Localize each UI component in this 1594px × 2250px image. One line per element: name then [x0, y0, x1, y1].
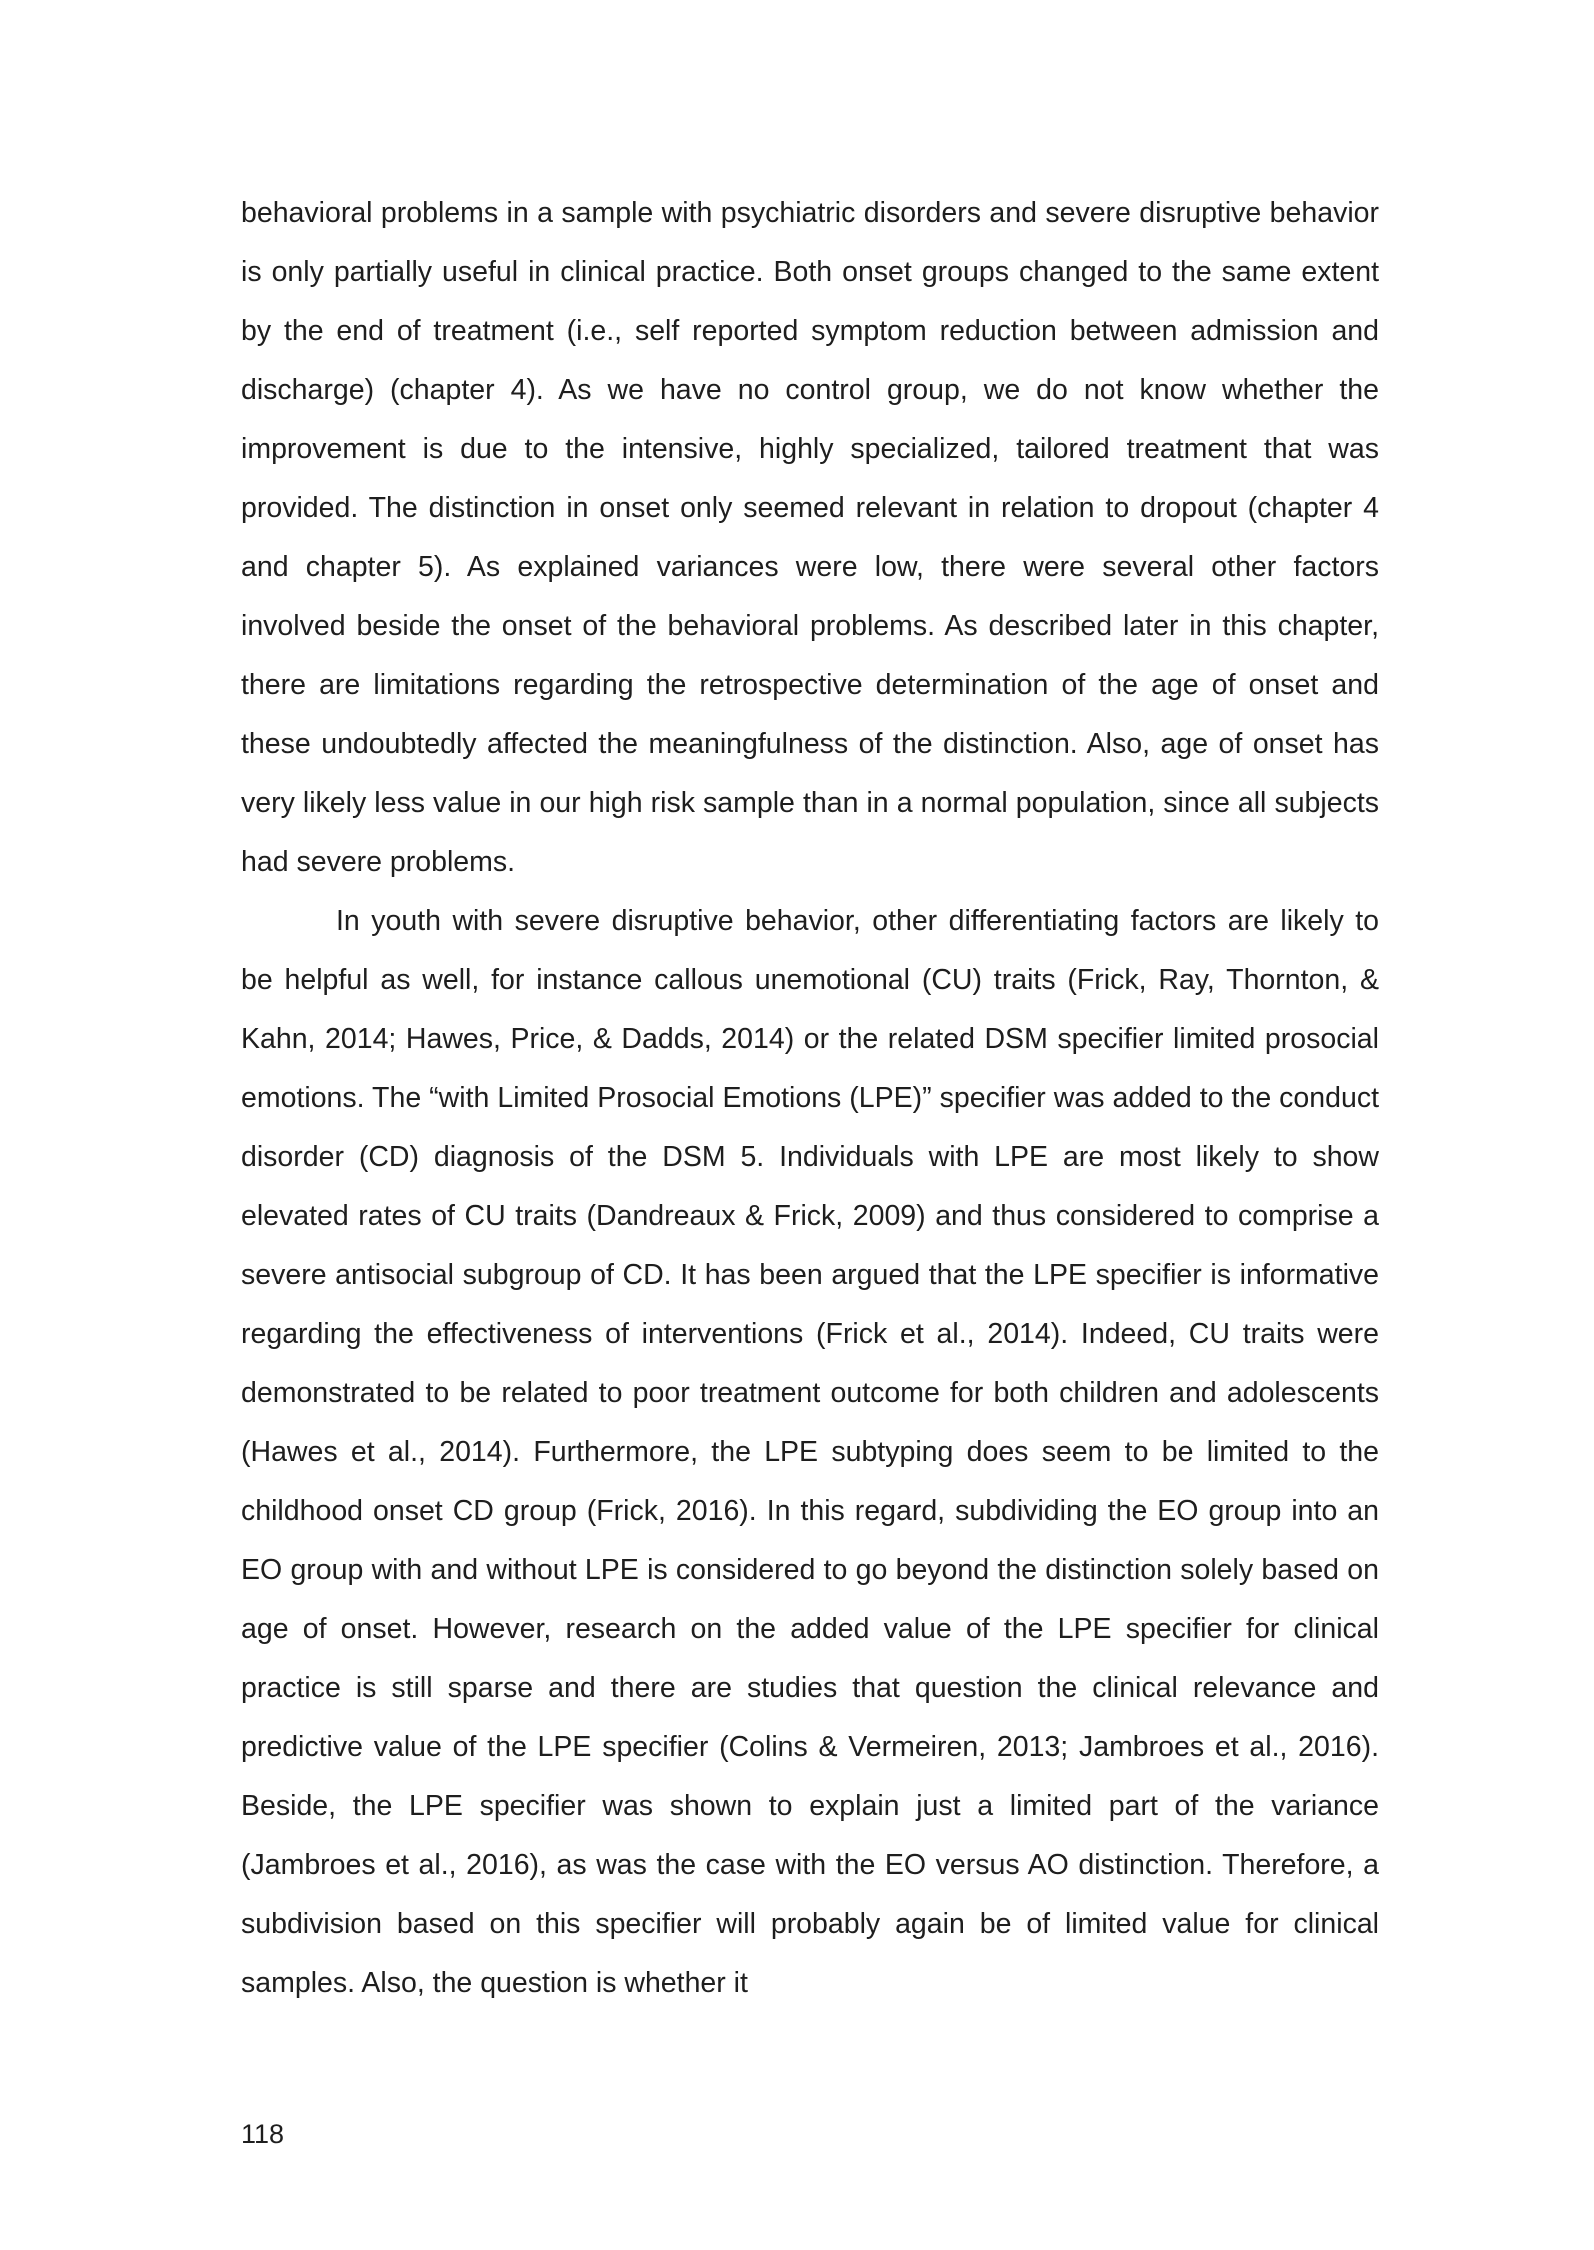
body-text — [241, 184, 1379, 2013]
paragraph-continuation: behavioral problems in a sample with psychiatric disorders and severe disruptive behavior is only partially useful in clinical practice. Both onset groups changed to the same extent by the end of treatment (i.e., self reported symptom reduction between admission and discharge) (chapter 4). As we have no control group, we do not know whether the improvement is due to the intensive, highly specialized, tailored treatment that was provided. The distinction in onset only seemed relevant in relation to dropout (chapter 4 and chapter 5). As explained variances were low, there were several other factors involved beside the onset of the behavioral problems. As described later in this chapter, there are limitations regarding the retrospective determination of the age of onset and these undoubtedly affected the meaningfulness of the distinction. Also, age of onset has very likely less value in our high risk sample than in a normal population, since all subjects had severe problems. — [241, 197, 1379, 878]
paragraph-youth-disruptive-behavior: In youth with severe disruptive behavior, other differentiating factors are likely to be helpful as well, for instance callous unemotional (CU) traits (Frick, Ray, Thornton, & Kahn, 2014; Hawes, Price, & Dadds, 2014) or the related DSM specifier limited prosocial emotions. The “with Limited Prosocial Emotions (LPE)” specifier was added to the conduct disorder (CD) diagnosis of the DSM 5. Individuals with LPE are most likely to show elevated rates of CU traits (Dandreaux & Frick, 2009) and thus considered to comprise a severe antisocial subgroup of CD. It has been argued that the LPE specifier is informative regarding the effectiveness of interventions (Frick et al., 2014). Indeed, CU traits were demonstrated to be related to poor treatment outcome for both children and adolescents (Hawes et al., 2014). Furthermore, the LPE subtyping does seem to be limited to the childhood onset CD group (Frick, 2016). In this regard, subdividing the EO group into an EO group with and without LPE is considered to go beyond the distinction solely based on age of onset. However, research on the added value of the LPE specifier for clinical practice is still sparse and there are studies that question the clinical relevance and predictive value of the LPE specifier (Colins & Vermeiren, 2013; Jambroes et al., 2016). Beside, the LPE specifier was shown to explain just a limited part of the variance (Jambroes et al., 2016), as was the case with the EO versus AO distinction. Therefore, a subdivision based on this specifier will probably again be of limited value for clinical samples. Also, the question is whether it — [241, 905, 1379, 1999]
page-number: 118 — [241, 2119, 285, 2149]
